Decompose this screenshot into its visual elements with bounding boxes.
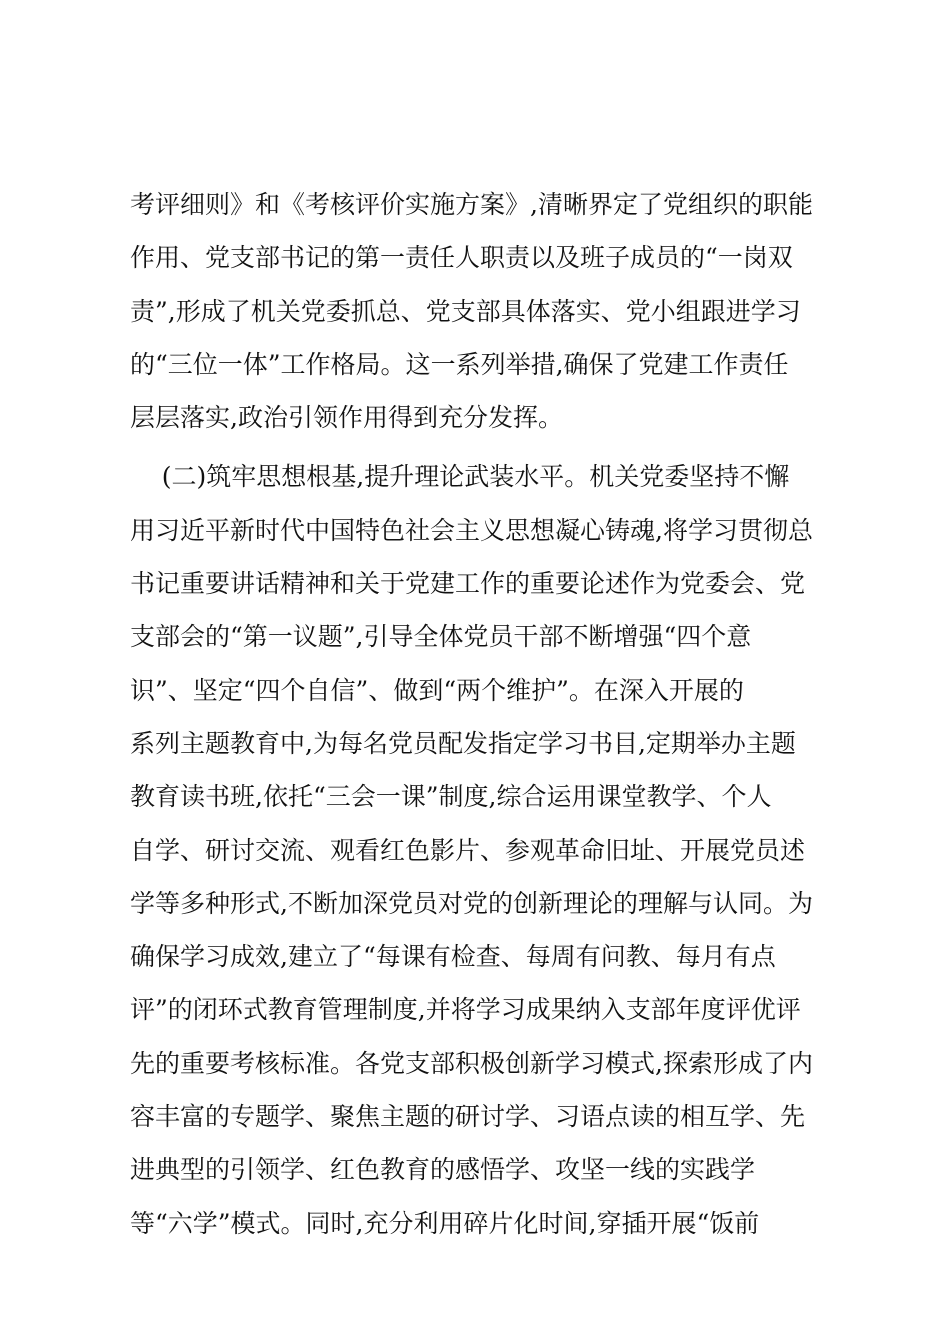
text-line: 学等多种形式,不断加深党员对党的创新理论的理解与认同。为 <box>130 888 813 918</box>
text-line: 先的重要考核标准。各党支部积极创新学习模式,探索形成了内 <box>130 1048 813 1078</box>
text-line: 书记重要讲话精神和关于党建工作的重要论述作为党委会、党 <box>130 569 806 599</box>
text-line: 作用、党支部书记的第一责任人职责以及班子成员的“一岗双 <box>130 243 793 273</box>
text-line: 容丰富的专题学、聚焦主题的研讨学、习语点读的相互学、先 <box>130 1102 806 1132</box>
text-line: 评”的闭环式教育管理制度,并将学习成果纳入支部年度评优评 <box>130 995 801 1025</box>
text-line: 进典型的引领学、红色教育的感悟学、攻坚一线的实践学 <box>130 1155 756 1185</box>
document-body <box>130 178 830 1250</box>
text-line: 识”、坚定“四个自信”、做到“两个维护”。在深入开展的 <box>130 675 744 705</box>
text-line: 等“六学”模式。同时,充分利用碎片化时间,穿插开展“饭前 <box>130 1208 760 1238</box>
section-heading-line: (二)筑牢思想根基,提升理论武装水平。机关党委坚持不懈 <box>130 462 790 492</box>
text-line: 教育读书班,依托“三会一课”制度,综合运用课堂教学、个人 <box>130 782 772 812</box>
text-line: 用习近平新时代中国特色社会主义思想凝心铸魂,将学习贯彻总 <box>130 515 813 545</box>
text-line: 的“三位一体”工作格局。这一系列举措,确保了党建工作责任 <box>130 349 789 379</box>
text-line: 支部会的“第一议题”,引导全体党员干部不断增强“四个意 <box>130 622 752 652</box>
text-line: 层层落实,政治引领作用得到充分发挥。 <box>130 403 563 433</box>
text-line: 考评细则》和《考核评价实施方案》,清晰界定了党组织的职能 <box>130 190 813 219</box>
text-line: 自学、研讨交流、观看红色影片、参观革命旧址、开展党员述 <box>130 835 806 865</box>
text-line: 系列主题教育中,为每名党员配发指定学习书目,定期举办主题 <box>130 728 796 758</box>
text-line: 责”,形成了机关党委抓总、党支部具体落实、党小组跟进学习 <box>130 296 801 326</box>
text-line: 确保学习成效,建立了“每课有检查、每周有问教、每月有点 <box>130 942 776 972</box>
